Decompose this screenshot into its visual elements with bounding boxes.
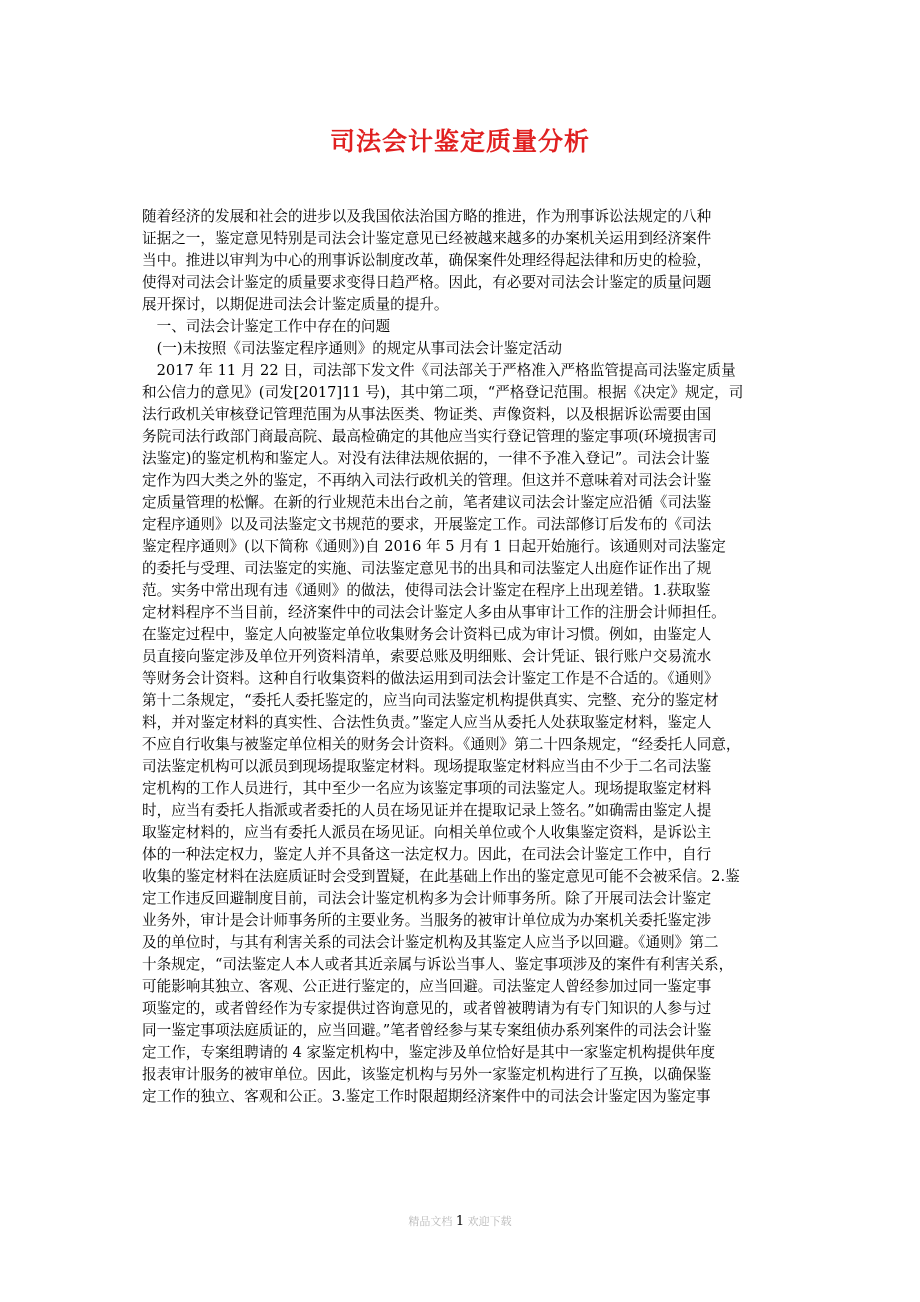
text-line: 项鉴定的，或者曾经作为专家提供过咨询意见的，或者曾被聘请为有专门知识的人参与过 bbox=[142, 1000, 712, 1017]
document-title: 司法会计鉴定质量分析 bbox=[329, 127, 590, 156]
text-line: 体的一种法定权力，鉴定人并不具备这一法定权力。因此，在司法会计鉴定工作中，自行 bbox=[142, 846, 712, 863]
text-line: 定工作违反回避制度目前，司法会计鉴定机构多为会计师事务所。除了开展司法会计鉴定 bbox=[142, 890, 712, 907]
text-line: 十条规定，“司法鉴定人本人或者其近亲属与诉讼当事人、鉴定事项涉及的案件有利害关系， bbox=[142, 956, 734, 973]
text-line: 展开探讨，以期促进司法会计鉴定质量的提升。 bbox=[142, 296, 449, 313]
text-line: 时，应当有委托人指派或者委托的人员在场见证并在提取记录上签名。”如确需由鉴定人提 bbox=[142, 802, 712, 819]
text-line: 定程序通则》以及司法鉴定文书规范的要求，开展鉴定工作。司法部修订后发布的《司法 bbox=[142, 516, 712, 533]
text-line: 同一鉴定事项法庭质证的，应当回避。”笔者曾经参与某专案组侦办系列案件的司法会计鉴 bbox=[142, 1022, 712, 1039]
text-line: 的委托与受理、司法鉴定的实施、司法鉴定意见书的出具和司法鉴定人出庭作证作出了规 bbox=[142, 560, 712, 577]
text-line: 定工作，专案组聘请的 4 家鉴定机构中，鉴定涉及单位恰好是其中一家鉴定机构提供年度 bbox=[142, 1044, 716, 1061]
page-number: 1 bbox=[455, 1214, 465, 1229]
text-line: 使得对司法会计鉴定的质量要求变得日趋严格。因此，有必要对司法会计鉴定的质量问题 bbox=[142, 274, 712, 291]
text-line: 随着经济的发展和社会的进步以及我国依法治国方略的推进，作为刑事诉讼法规定的八种 bbox=[142, 208, 712, 225]
text-line: 在鉴定过程中，鉴定人向被鉴定单位收集财务会计资料已成为审计习惯。例如，由鉴定人 bbox=[142, 626, 712, 643]
text-line: 鉴定程序通则》(以下简称《通则》)自 2016 年 5 月有 1 日起开始施行。该通则对司法鉴定 bbox=[142, 538, 726, 555]
text-line: 法鉴定)的鉴定机构和鉴定人。对没有法律法规依据的，一律不予准入登记”。司法会计鉴 bbox=[142, 450, 710, 467]
footer-watermark-right: 欢迎下载 bbox=[467, 1215, 512, 1228]
text-line: 不应自行收集与被鉴定单位相关的财务会计资料。《通则》第二十四条规定，“经委托人同意， bbox=[142, 736, 741, 753]
text-line: 员直接向鉴定涉及单位开列资料清单，索要总账及明细账、会计凭证、银行账户交易流水 bbox=[142, 648, 712, 665]
text-line: 可能影响其独立、客观、公正进行鉴定的，应当回避。司法鉴定人曾经参加过同一鉴定事 bbox=[142, 978, 712, 995]
text-line: 司法鉴定机构可以派员到现场提取鉴定材料。现场提取鉴定材料应当由不少于二名司法鉴 bbox=[142, 758, 712, 775]
text-line: 定作为四大类之外的鉴定，不再纳入司法行政机关的管理。但这并不意味着对司法会计鉴 bbox=[142, 472, 712, 489]
text-line: 定材料程序不当目前，经济案件中的司法会计鉴定人多由从事审计工作的注册会计师担任。 bbox=[142, 604, 726, 621]
text-line: (一)未按照《司法鉴定程序通则》的规定从事司法会计鉴定活动 bbox=[142, 340, 563, 357]
text-line: 料，并对鉴定材料的真实性、合法性负责。”鉴定人应当从委托人处获取鉴定材料，鉴定人 bbox=[142, 714, 712, 731]
text-line: 2017 年 11 月 22 日，司法部下发文件《司法部关于严格准入严格监管提高司法鉴定质量 bbox=[142, 362, 736, 379]
text-line: 和公信力的意见》(司发[2017]11 号)，其中第二项，“严格登记范围。根据《决定》规定，司 bbox=[142, 384, 744, 401]
text-line: 范。实务中常出现有违《通则》的做法，使得司法会计鉴定在程序上出现差错。1.获取鉴 bbox=[142, 582, 711, 599]
document-body bbox=[142, 206, 782, 1108]
text-line: 一、司法会计鉴定工作中存在的问题 bbox=[142, 318, 391, 335]
footer-watermark-left: 精品文档 bbox=[408, 1215, 453, 1228]
text-line: 定质量管理的松懈。在新的行业规范未出台之前，笔者建议司法会计鉴定应沿循《司法鉴 bbox=[142, 494, 712, 511]
page-footer bbox=[0, 1213, 920, 1229]
text-line: 法行政机关审核登记管理范围为从事法医类、物证类、声像资料，以及根据诉讼需要由国 bbox=[142, 406, 712, 423]
text-line: 第十二条规定，“委托人委托鉴定的，应当向司法鉴定机构提供真实、完整、充分的鉴定材 bbox=[142, 692, 719, 709]
text-line: 当中。推进以审判为中心的刑事诉讼制度改革，确保案件处理经得起法律和历史的检验， bbox=[142, 252, 712, 269]
text-line: 定工作的独立、客观和公正。3.鉴定工作时限超期经济案件中的司法会计鉴定因为鉴定事 bbox=[142, 1088, 711, 1105]
text-line: 收集的鉴定材料在法庭质证时会受到置疑，在此基础上作出的鉴定意见可能不会被采信。2.鉴 bbox=[142, 868, 740, 885]
text-line: 业务外，审计是会计师事务所的主要业务。当服务的被审计单位成为办案机关委托鉴定涉 bbox=[142, 912, 712, 929]
text-line: 及的单位时，与其有利害关系的司法会计鉴定机构及其鉴定人应当予以回避。《通则》第二 bbox=[142, 934, 719, 951]
text-line: 报表审计服务的被审单位。因此，该鉴定机构与另外一家鉴定机构进行了互换，以确保鉴 bbox=[142, 1066, 712, 1083]
text-line: 定机构的工作人员进行，其中至少一名应为该鉴定事项的司法鉴定人。现场提取鉴定材料 bbox=[142, 780, 712, 797]
text-line: 务院司法行政部门商最高院、最高检确定的其他应当实行登记管理的鉴定事项(环境损害司 bbox=[142, 428, 717, 445]
text-line: 取鉴定材料的，应当有委托人派员在场见证。向相关单位或个人收集鉴定资料，是诉讼主 bbox=[142, 824, 712, 841]
text-line: 证据之一，鉴定意见特别是司法会计鉴定意见已经被越来越多的办案机关运用到经济案件 bbox=[142, 230, 712, 247]
text-line: 等财务会计资料。这种自行收集资料的做法运用到司法会计鉴定工作是不合适的。《通则》 bbox=[142, 670, 719, 687]
